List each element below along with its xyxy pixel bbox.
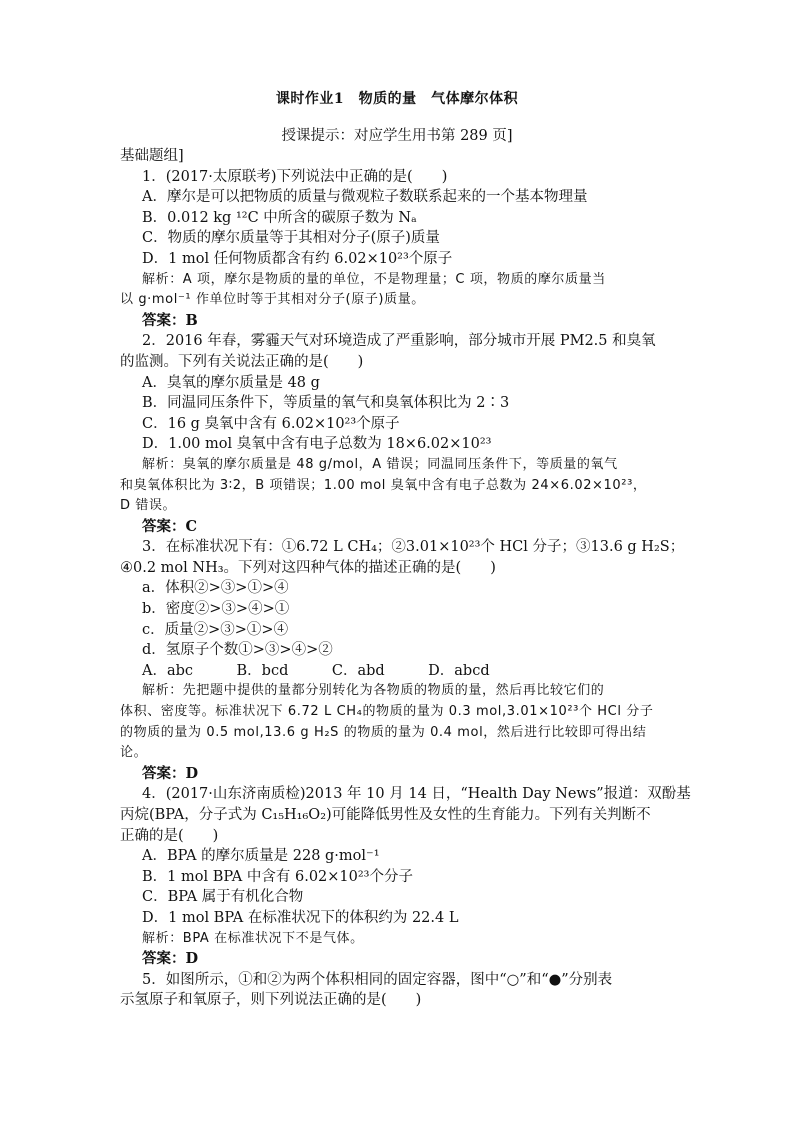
text-line: d．氢原子个数①>③>④>② (142, 642, 333, 659)
document-body (120, 146, 691, 1011)
page-hint: 授课提示：对应学生用书第 289 页] (281, 128, 513, 144)
text-line: D．1.00 mol 臭氧中含有电子总数为 18×6.02×10²³ (142, 436, 492, 453)
text-line: 解析：先把题中提供的量都分别转化为各物质的物质的量，然后再比较它们的 (142, 683, 605, 699)
text-line: 答案：B (142, 311, 198, 329)
page-title: 课时作业1 物质的量 气体摩尔体积 (275, 91, 519, 107)
text-line: 正确的是( ) (120, 827, 219, 844)
text-line: 5．如图所示，①和②为两个体积相同的固定容器，图中“○”和“●”分别表 (142, 971, 613, 988)
text-line: b．密度②>③>④>① (142, 601, 290, 618)
text-line: D．1 mol 任何物质都含有约 6.02×10²³个原子 (142, 250, 453, 267)
text-line: 的监测。下列有关说法正确的是( ) (120, 353, 364, 370)
text-line: D．1 mol BPA 在标准状况下的体积约为 22.4 L (142, 909, 459, 926)
text-line: 和臭氧体积比为 3∶2，B 项错误；1.00 mol 臭氧中含有电子总数为 24×6.02×10²³， (120, 477, 647, 493)
text-line: a．体积②>③>①>④ (142, 580, 289, 597)
text-line: 的物质的量为 0.5 mol,13.6 g H₂S 的物质的量为 0.4 mol，然后进行比较即可得出结 (120, 724, 647, 740)
text-line: 3．在标准状况下有：①6.72 L CH₄；②3.01×10²³个 HCl 分子；③13.6 g H₂S； (142, 539, 685, 556)
text-line: A．BPA 的摩尔质量是 228 g·mol⁻¹ (142, 848, 380, 865)
text-line: B．1 mol BPA 中含有 6.02×10²³个分子 (142, 868, 413, 885)
text-line: B．0.012 kg ¹²C 中所含的碳原子数为 Nₐ (142, 209, 417, 226)
text-line: D 错误。 (120, 498, 177, 514)
text-line: C．16 g 臭氧中含有 6.02×10²³个原子 (142, 415, 400, 432)
text-line: A．abc B．bcd C．abd D．abcd (142, 662, 490, 679)
section-heading: 基础题组] (120, 148, 184, 164)
text-line: C．物质的摩尔质量等于其相对分子(原子)质量 (142, 230, 440, 247)
text-line: 解析：臭氧的摩尔质量是 48 g/mol，A 错误；同温同压条件下，等质量的氧气 (142, 456, 618, 472)
text-line: 4．(2017·山东济南质检)2013 年 10 月 14 日，“Health Day News”报道：双酚基 (142, 786, 691, 803)
text-line: B．同温同压条件下，等质量的氧气和臭氧体积比为 2∶3 (142, 395, 510, 412)
text-line: ④0.2 mol NH₃。下列对这四种气体的描述正确的是( ) (120, 559, 496, 576)
text-line: c．质量②>③>①>④ (142, 621, 289, 638)
text-line: 示氢原子和氧原子，则下列说法正确的是( ) (120, 992, 422, 1009)
text-line: 丙烷(BPA，分子式为 C₁₅H₁₆O₂)可能降低男性及女性的生育能力。下列有关判断不 (120, 807, 651, 823)
text-line: 解析：BPA 在标准状况下不是气体。 (142, 930, 364, 946)
text-line: 答案：C (142, 517, 198, 535)
text-line: 1．(2017·太原联考)下列说法中正确的是( ) (142, 168, 448, 185)
text-line: 2．2016 年春，雾霾天气对环境造成了严重影响，部分城市开展 PM2.5 和臭氧 (142, 333, 656, 350)
text-line: 以 g·mol⁻¹ 作单位时等于其相对分子(原子)质量。 (120, 292, 425, 308)
text-line: A．臭氧的摩尔质量是 48 g (142, 374, 320, 391)
text-line: 论。 (120, 745, 148, 761)
text-line: 答案：D (142, 950, 199, 968)
text-line: A．摩尔是可以把物质的质量与微观粒子数联系起来的一个基本物理量 (142, 189, 588, 206)
question-lines (120, 167, 691, 1011)
text-line: 答案：D (142, 764, 199, 782)
text-line: C．BPA 属于有机化合物 (142, 889, 304, 906)
text-line: 解析：A 项，摩尔是物质的量的单位，不是物理量；C 项，物质的摩尔质量当 (142, 271, 606, 287)
text-line: 体积、密度等。标准状况下 6.72 L CH₄的物质的量为 0.3 mol,3.01×10²³个 HCl 分子 (120, 704, 654, 720)
